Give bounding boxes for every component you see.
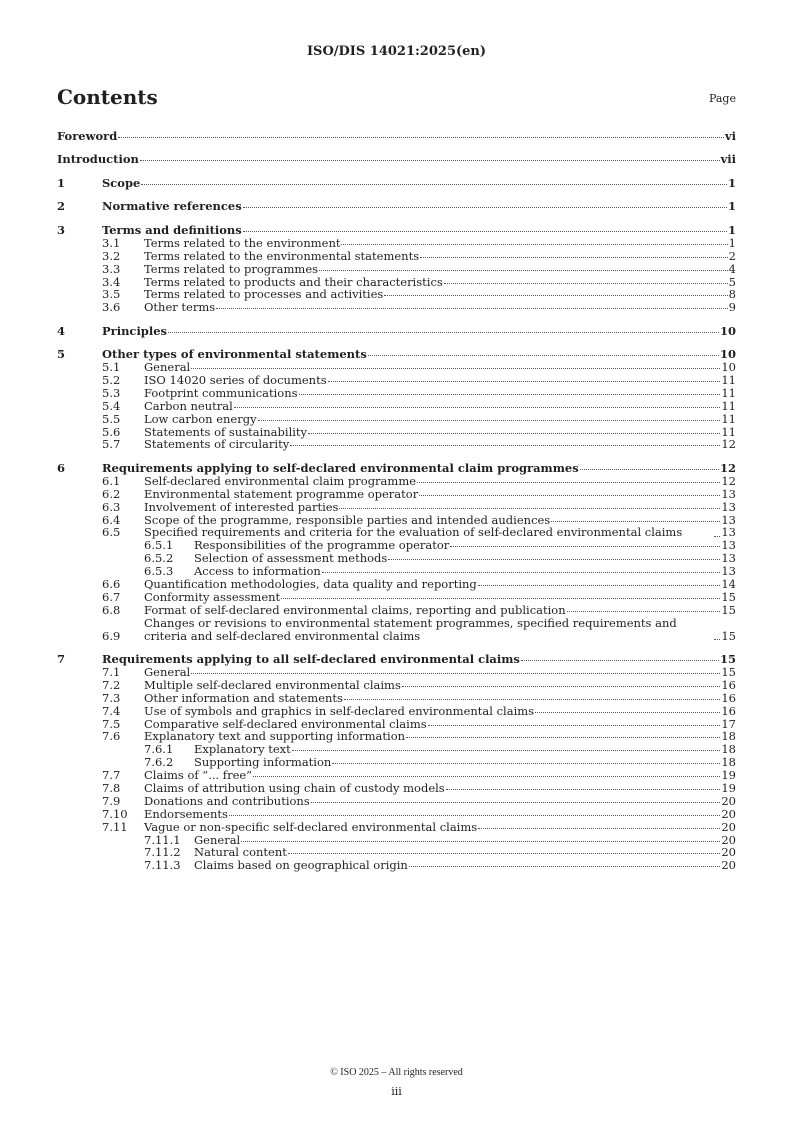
toc-entry-page: 11 — [721, 373, 736, 388]
toc-entry-title: Explanatory text and supporting information — [144, 729, 406, 744]
toc-entry-title: Terms related to the environmental statements — [144, 248, 420, 263]
toc-entry-title: Terms related to programmes — [144, 261, 319, 276]
toc-entry-number: 1 — [57, 175, 66, 190]
toc-entry[interactable] — [57, 263, 736, 276]
dot-leader — [290, 445, 720, 446]
toc-entry-title: Endorsements — [144, 806, 228, 821]
toc-entry[interactable] — [57, 387, 736, 400]
dot-leader — [322, 572, 721, 573]
toc-entry-number: 6.5.2 — [144, 551, 174, 566]
toc-entry-title: Responsibilities of the programme operator — [194, 538, 450, 553]
toc-entry-number: 7.10 — [102, 806, 128, 821]
dot-leader — [344, 699, 720, 700]
toc-entry[interactable] — [57, 679, 736, 692]
toc-entry-number: 6.2 — [102, 486, 121, 501]
toc-entry-number: 6.5 — [102, 525, 121, 540]
dot-leader — [281, 598, 720, 599]
toc-entry-number: 3.2 — [102, 248, 121, 263]
toc-entry-page: 14 — [721, 577, 736, 591]
toc-entry-page: 17 — [721, 716, 736, 731]
dot-leader — [446, 789, 721, 790]
dot-leader — [444, 283, 728, 284]
toc-entry-page: 16 — [721, 690, 736, 705]
toc-entry[interactable] — [57, 501, 736, 514]
dot-leader — [521, 660, 719, 661]
toc-entry-page: 20 — [721, 832, 736, 847]
dot-leader — [341, 244, 727, 245]
toc-entry[interactable] — [57, 200, 736, 213]
toc-entry-number: 7 — [57, 652, 66, 667]
dot-leader — [535, 712, 720, 713]
toc-entry-page: 10 — [719, 323, 736, 338]
toc-entry-title: Requirements applying to all self-declared environmental claims — [102, 652, 520, 667]
toc-entry-number: 3.1 — [102, 235, 121, 250]
toc-entry[interactable] — [57, 462, 736, 475]
toc-entry-number: 7.4 — [102, 703, 121, 718]
toc-entry[interactable] — [57, 821, 736, 834]
toc-entry-title: Environmental statement programme operator — [144, 486, 419, 501]
toc-entry-title: Conformity assessment — [144, 589, 281, 604]
toc-entry-title: Self-declared environmental claim programme — [144, 473, 417, 488]
toc-entry-number: 5.6 — [102, 424, 121, 439]
toc-entry-title: Carbon neutral — [144, 398, 233, 413]
toc-entry-page: 18 — [721, 742, 736, 757]
toc-entry[interactable] — [57, 250, 736, 263]
toc-entry-page: vi — [724, 129, 736, 143]
toc-entry-number: 3.3 — [102, 261, 121, 276]
dot-leader — [714, 536, 720, 537]
toc-entry-number: 5 — [57, 347, 66, 362]
toc-entry[interactable] — [57, 692, 736, 705]
dot-leader — [420, 257, 728, 258]
copyright-footer: © ISO 2025 – All rights reserved — [330, 1067, 463, 1078]
dot-leader — [328, 381, 721, 382]
toc-entry[interactable] — [57, 859, 736, 872]
toc-entry-page: 13 — [721, 538, 736, 553]
toc-entry-page: 15 — [719, 652, 736, 667]
toc-entry-title: ISO 14020 series of documents — [144, 373, 327, 388]
toc-entry-title: Claims based on geographical origin — [194, 858, 408, 873]
toc-entry-page: 13 — [721, 512, 736, 527]
toc-entry[interactable] — [57, 400, 736, 413]
toc-entry-title: Low carbon energy — [144, 411, 257, 426]
toc-entry-title: Comparative self-declared environmental claims — [144, 716, 427, 731]
toc-entry[interactable] — [57, 617, 736, 643]
table-of-contents — [57, 130, 736, 872]
toc-entry-number: 6.6 — [102, 577, 121, 591]
toc-entry-title: Vague or non-specific self-declared environmental claims — [144, 819, 478, 834]
toc-entry-title: General — [194, 832, 241, 847]
toc-entry-page: 15 — [721, 602, 736, 617]
dot-leader — [140, 160, 720, 161]
toc-entry-page: 11 — [721, 398, 736, 413]
dot-leader — [406, 737, 720, 738]
toc-entry[interactable] — [57, 224, 736, 237]
toc-entry-number: 7.11.1 — [144, 832, 181, 847]
dot-leader — [567, 611, 721, 612]
toc-entry-page: 13 — [721, 525, 736, 540]
toc-entry-page: 10 — [721, 360, 736, 375]
toc-entry-number: 7.11 — [102, 819, 128, 834]
toc-entry-number: 5.1 — [102, 360, 121, 375]
dot-leader — [419, 495, 720, 496]
dot-leader — [319, 270, 728, 271]
toc-entry-title: Other types of environmental statements — [102, 347, 367, 362]
toc-entry-page: 5 — [728, 274, 736, 289]
dot-leader — [241, 841, 720, 842]
toc-entry-page: 2 — [728, 248, 736, 263]
toc-entry-title: Statements of circularity — [144, 437, 290, 452]
dot-leader — [384, 295, 727, 296]
toc-entry-page: 13 — [721, 564, 736, 579]
toc-entry-title: Terms related to products and their characteristics — [144, 274, 443, 289]
toc-entry[interactable] — [57, 705, 736, 718]
toc-entry[interactable] — [57, 325, 736, 338]
dot-leader — [308, 433, 720, 434]
toc-entry-title: Claims of attribution using chain of custody models — [144, 780, 445, 795]
toc-entry-number: 6.4 — [102, 512, 121, 527]
dot-leader — [253, 776, 720, 777]
toc-entry-page: 12 — [721, 437, 736, 452]
toc-entry-number: 7.8 — [102, 780, 121, 795]
toc-entry-title: Supporting information — [194, 755, 332, 770]
toc-entry-page: 8 — [728, 287, 736, 302]
toc-entry-number: 6.9 — [102, 628, 121, 643]
dot-leader — [714, 639, 720, 640]
toc-entry[interactable] — [57, 488, 736, 501]
toc-entry-number: 7.1 — [102, 664, 121, 679]
toc-entry-page: 1 — [727, 175, 736, 190]
toc-entry[interactable] — [57, 237, 736, 250]
toc-entry-title: Principles — [102, 323, 168, 338]
toc-entry-title: Other information and statements — [144, 690, 343, 705]
toc-entry-page: 10 — [719, 347, 736, 362]
dot-leader — [191, 368, 720, 369]
toc-entry[interactable] — [57, 591, 736, 604]
dot-leader — [551, 521, 720, 522]
dot-leader — [409, 866, 721, 867]
toc-entry-title: Normative references — [102, 199, 242, 214]
toc-entry-number: 7.7 — [102, 768, 121, 783]
dot-leader — [580, 469, 719, 470]
page-column-label: Page — [708, 92, 736, 105]
toc-entry[interactable] — [57, 374, 736, 387]
toc-entry-title: Scope of the programme, responsible parties and intended audiences — [144, 512, 551, 527]
dot-leader — [311, 802, 721, 803]
toc-entry-number: 6.1 — [102, 473, 121, 488]
toc-entry[interactable] — [57, 130, 736, 143]
toc-entry-page: 18 — [721, 755, 736, 770]
toc-entry-number: 7.5 — [102, 716, 121, 731]
toc-entry-number: 7.2 — [102, 677, 121, 692]
toc-entry-page: 11 — [721, 411, 736, 426]
toc-entry-page: 9 — [728, 300, 736, 315]
toc-entry-title: Other terms — [144, 300, 216, 315]
toc-entry-title: Donations and contributions — [144, 793, 310, 808]
toc-entry-title: Terms and definitions — [102, 222, 242, 237]
toc-entry[interactable] — [57, 153, 736, 166]
dot-leader — [258, 420, 721, 421]
toc-entry-title: Access to information — [194, 564, 321, 579]
toc-entry-number: 6.5.3 — [144, 564, 174, 579]
toc-entry-title: General — [144, 360, 191, 375]
toc-entry-title: Selection of assessment methods — [194, 551, 388, 566]
toc-entry-number: 2 — [57, 199, 66, 214]
dot-leader — [288, 853, 721, 854]
dot-leader — [417, 482, 720, 483]
dot-leader — [229, 815, 720, 816]
dot-leader — [299, 394, 721, 395]
toc-entry-number: 7.6.1 — [144, 742, 174, 757]
toc-entry-page: 16 — [721, 703, 736, 718]
toc-entry[interactable] — [57, 795, 736, 808]
toc-entry-number: 7.3 — [102, 690, 121, 705]
toc-entry[interactable] — [57, 438, 736, 451]
toc-entry-number: 5.3 — [102, 385, 121, 400]
dot-leader — [332, 763, 720, 764]
toc-entry[interactable] — [57, 475, 736, 488]
dot-leader — [234, 407, 721, 408]
toc-entry-page: 15 — [721, 628, 736, 643]
toc-entry-title: Scope — [102, 175, 141, 190]
toc-entry-title: Involvement of interested parties — [144, 499, 339, 514]
toc-entry-title: Explanatory text — [194, 742, 291, 757]
toc-entry-number: 5.7 — [102, 437, 121, 452]
toc-entry-title: Footprint communications — [144, 385, 298, 400]
toc-entry-title: Requirements applying to self-declared environmental claim programmes — [102, 460, 579, 475]
dot-leader — [388, 559, 720, 560]
toc-entry[interactable] — [57, 578, 736, 591]
toc-entry-number: 3.5 — [102, 287, 121, 302]
toc-entry-number: 5.4 — [102, 398, 121, 413]
toc-entry-title: Statements of sustainability — [144, 424, 308, 439]
toc-entry[interactable] — [57, 808, 736, 821]
toc-entry-page: 20 — [721, 806, 736, 821]
toc-entry-number: 6.8 — [102, 602, 121, 617]
toc-entry-title: Terms related to processes and activities — [144, 287, 384, 302]
toc-entry-number: 6.5.1 — [144, 538, 174, 553]
toc-entry-page: 18 — [721, 729, 736, 744]
toc-entry-number: 6.3 — [102, 499, 121, 514]
toc-entry-page: 12 — [721, 473, 736, 488]
toc-entry-number: 3.4 — [102, 274, 121, 289]
toc-entry-page: 1 — [727, 199, 736, 214]
toc-entry-page: 1 — [727, 222, 736, 237]
dot-leader — [168, 332, 719, 333]
toc-entry-page: 15 — [721, 664, 736, 679]
toc-entry-title: Format of self-declared environmental claims, reporting and publication — [144, 602, 566, 617]
toc-entry-title: Use of symbols and graphics in self-declared environmental claims — [144, 703, 535, 718]
toc-entry-title: Natural content — [194, 845, 287, 860]
toc-entry-page: 12 — [719, 460, 736, 475]
toc-entry-number: 6.7 — [102, 589, 121, 604]
toc-entry[interactable] — [57, 301, 736, 314]
toc-entry-page: 13 — [721, 499, 736, 514]
toc-entry-number: 3.6 — [102, 300, 121, 315]
toc-entry-number: 4 — [57, 323, 66, 338]
toc-entry-page: 20 — [721, 793, 736, 808]
dot-leader — [368, 355, 719, 356]
toc-entry-number: 7.6.2 — [144, 755, 174, 770]
toc-entry-title: Terms related to the environment — [144, 235, 341, 250]
dot-leader — [428, 725, 721, 726]
toc-entry[interactable] — [57, 604, 736, 617]
toc-entry-number: 5.5 — [102, 411, 121, 426]
toc-entry[interactable] — [57, 782, 736, 795]
dot-leader — [118, 137, 724, 138]
dot-leader — [402, 686, 721, 687]
document-code-header: ISO/DIS 14021:2025(en) — [306, 44, 487, 59]
dot-leader — [450, 546, 720, 547]
toc-entry-number: 3 — [57, 222, 66, 237]
dot-leader — [292, 750, 721, 751]
toc-entry-number: 7.6 — [102, 729, 121, 744]
toc-entry-page: 1 — [728, 235, 736, 250]
toc-entry-page: 15 — [721, 589, 736, 604]
toc-entry-number: 5.2 — [102, 373, 121, 388]
toc-entry-page: 11 — [721, 424, 736, 439]
toc-entry-title: Multiple self-declared environmental claims — [144, 677, 401, 692]
toc-entry-title: Quantification methodologies, data quality and reporting — [144, 577, 477, 591]
toc-entry-number: 6 — [57, 460, 66, 475]
toc-entry-title: Foreword — [57, 129, 118, 143]
toc-entry-title: Changes or revisions to environmental statement programmes, specified requirements and criteria and self-declared environmental claims — [144, 615, 677, 643]
toc-entry-page: 20 — [721, 819, 736, 834]
dot-leader — [141, 184, 727, 185]
toc-entry-number: 7.9 — [102, 793, 121, 808]
dot-leader — [339, 508, 720, 509]
toc-entry-title: General — [144, 664, 191, 679]
toc-entry-page: 13 — [721, 486, 736, 501]
dot-leader — [478, 585, 721, 586]
toc-entry-title: Claims of “... free” — [144, 768, 253, 783]
toc-entry-page: 20 — [721, 845, 736, 860]
dot-leader — [478, 828, 720, 829]
toc-entry-page: vii — [720, 152, 736, 167]
dot-leader — [243, 207, 727, 208]
toc-entry-page: 13 — [721, 551, 736, 566]
dot-leader — [243, 231, 727, 232]
dot-leader — [216, 308, 728, 309]
contents-title: Contents — [57, 85, 158, 109]
toc-entry-title: Specified requirements and criteria for the evaluation of self-declared environmental claims — [144, 525, 683, 540]
toc-entry-number: 7.11.3 — [144, 858, 181, 873]
toc-entry-number: 7.11.2 — [144, 845, 181, 860]
toc-entry-title: Introduction — [57, 152, 139, 167]
toc-entry[interactable] — [57, 177, 736, 190]
page-number: iii — [391, 1085, 402, 1098]
toc-entry-page: 19 — [721, 768, 736, 783]
toc-entry-page: 16 — [721, 677, 736, 692]
toc-entry-page: 19 — [721, 780, 736, 795]
toc-entry-page: 20 — [721, 858, 736, 873]
toc-entry[interactable] — [57, 666, 736, 679]
toc-entry[interactable] — [57, 413, 736, 426]
toc-entry-page: 11 — [721, 385, 736, 400]
dot-leader — [191, 673, 720, 674]
toc-entry-page: 4 — [728, 261, 736, 276]
